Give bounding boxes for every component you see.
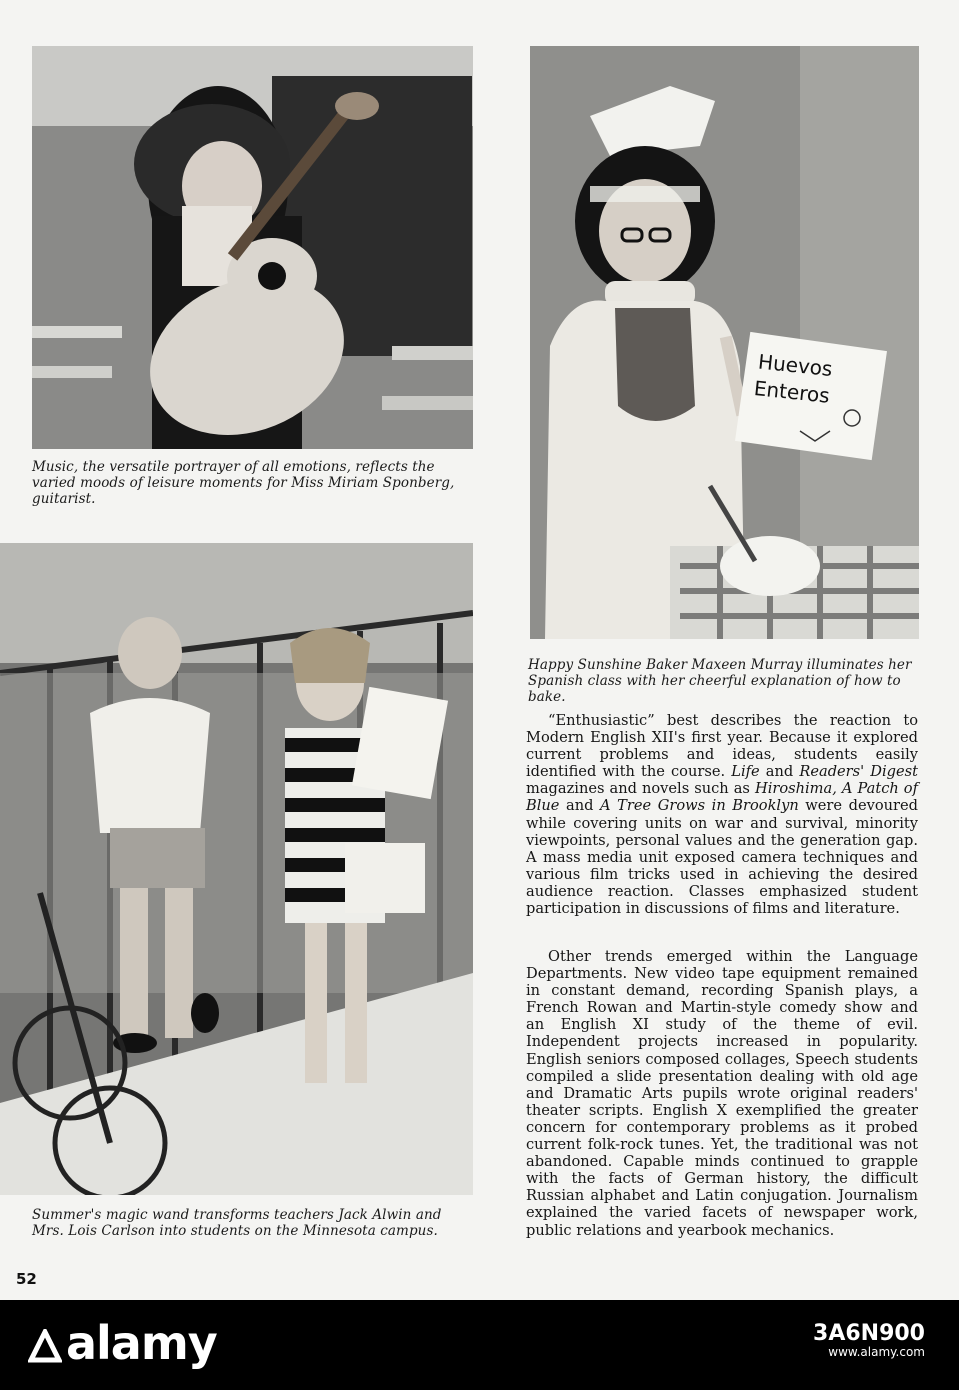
teachers-photo [0,543,473,1195]
article-paragraph-1 [526,712,918,917]
article-p1-part-b: and [759,763,800,781]
watermark-id-block [813,1321,925,1362]
guitarist-photo [32,46,473,449]
article-p1-title-hiroshima: Hiroshima, A Patch of Blue [526,780,918,815]
teachers-caption: Summer's magic wand transforms teachers Jack Alwin and Mrs. Lois Carlson into students on the Minnesota campus. [32,1207,442,1239]
article-p1-title-tree-grows: A Tree Grows in Brooklyn [600,797,799,815]
article-p1-part-d: and [559,797,601,815]
sign-text-line1: Huevos [757,349,834,382]
article-p1-title-readers-digest: Readers' Digest [799,763,918,781]
image-id: 3A6N900 [813,1321,925,1346]
alamy-logo [28,1316,217,1374]
article-p1-part-c: magazines and novels such as [526,780,755,798]
sign-text-line2: Enteros [752,375,831,408]
alamy-logo-icon [28,1320,62,1374]
article-paragraph-2: Other trends emerged within the Language Departments. New video tape equipment remained in constant demand, recording Spanish plays, a French Rowan and Martin-style comedy show and an English XI study of the theme of evil. Independent projects increased in popularity. English seniors composed collages, Speech students compiled a slide presentation dealing with old age and Dramatic Arts pupils wrote original readers' theater scripts. English X exemplified the greater concern for contemporary problems as it probed current folk-rock tunes. Yet, the traditional was not abandoned. Capable minds continued to grapple with the facts of German history, the difficult Russian alphabet and Latin conjugation. Journalism explained the varied facets of newspaper work, public relations and yearbook mechanics. [526,948,918,1239]
guitarist-caption: Music, the versatile portrayer of all emotions, reflects the varied moods of leisure moments for Miss Miriam Sponberg, guitarist. [32,459,455,507]
article-p1-part-e: were devoured while covering units on war and survival, minority viewpoints, personal values and the generation gap. A mass media unit exposed camera techniques and various film tricks used in achieving the desired audience reaction. Classes emphasized student participation in discussions of films and literature. [526,797,918,918]
article-p1-part-a: “Enthusiastic” best describes the reaction to Modern English XII's first year. Because it explored current problems and ideas, students easily identified with the course. [526,712,918,781]
article-p1-title-life: Life [731,763,760,781]
page-number: 52 [16,1270,37,1288]
baker-photo [530,46,919,639]
baker-caption: Happy Sunshine Baker Maxeen Murray illuminates her Spanish class with her cheerful explanation of how to bake. [528,657,912,705]
watermark-footer [0,1300,959,1390]
alamy-logo-text: alamy [66,1316,217,1370]
site-url: www.alamy.com [828,1345,925,1359]
